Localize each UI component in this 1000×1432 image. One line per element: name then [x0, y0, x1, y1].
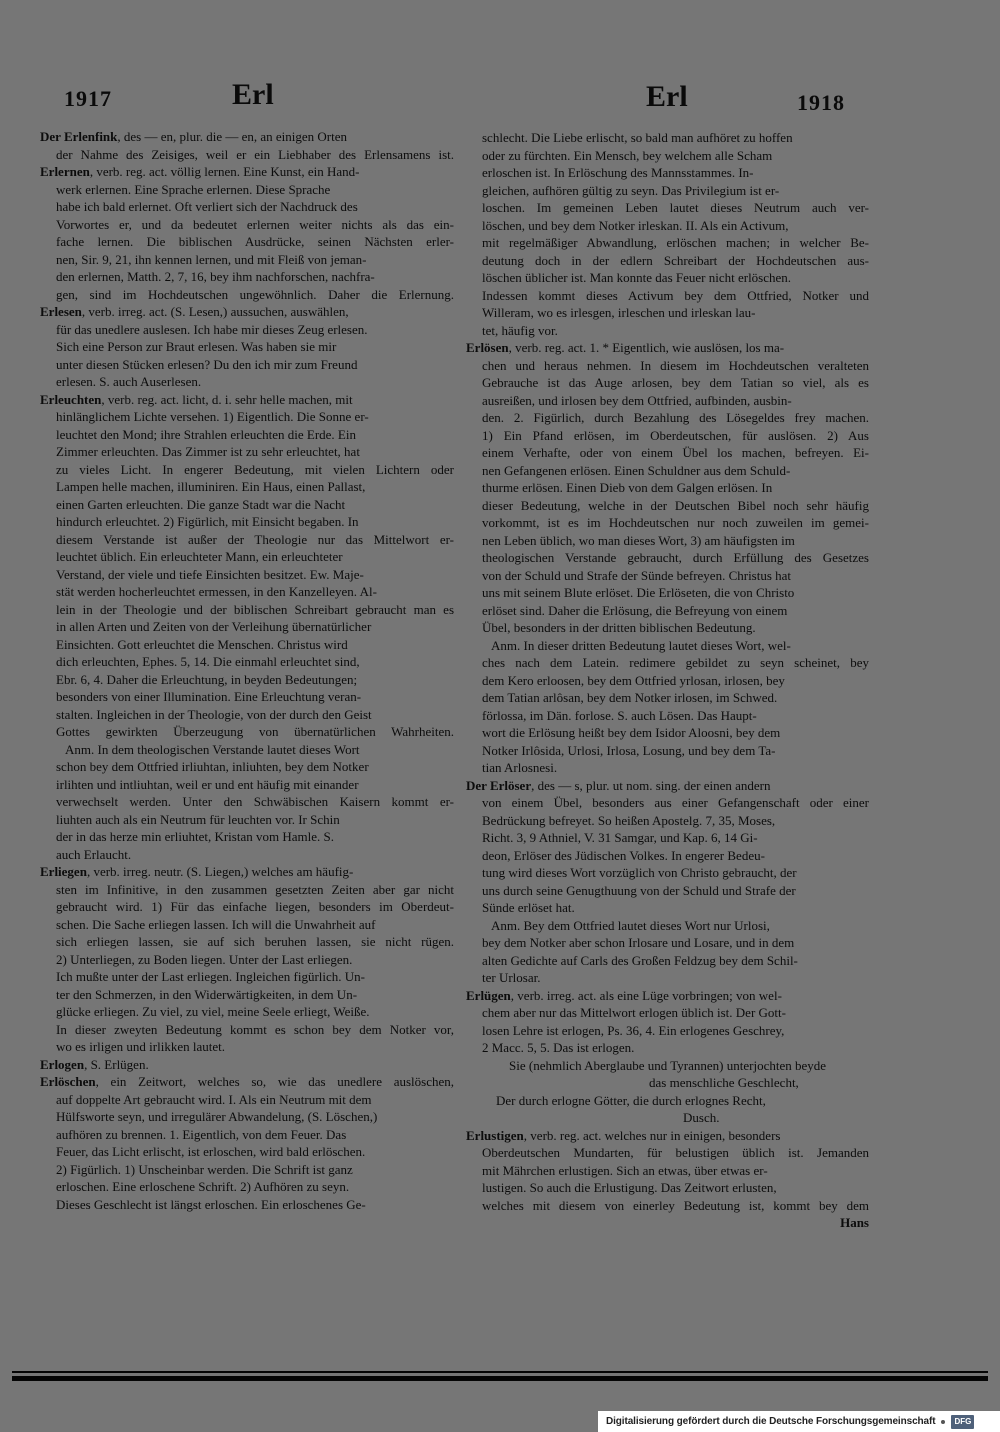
text-line	[466, 1022, 869, 1040]
text-line	[466, 602, 869, 620]
text-line	[466, 584, 869, 602]
headword: Der Erlöser	[466, 777, 532, 793]
text-line	[466, 1109, 869, 1127]
text-line	[466, 392, 869, 410]
text-line-content: Erlösen, verb. reg. act. 1. * Eigentlich, wie auslösen, los ma-	[466, 340, 785, 355]
text-line-content: welches mit diesem von einerley Bedeutung ist, kommt bey dem	[482, 1197, 869, 1213]
text-line-content: aufhören zu brennen. 1. Eigentlich, von dem Feuer. Das	[56, 1126, 347, 1142]
text-line	[40, 758, 454, 776]
text-line-content: ter den Schmerzen, in den Widerwärtigkeiten, in dem Un-	[56, 986, 358, 1002]
text-line-content: nen, Sir. 9, 21, ihn kennen lernen, und mit Fleiß von jeman-	[56, 251, 367, 267]
text-line	[40, 828, 454, 846]
text-line-content: erloschen. Eine erloschene Schrift. 2) Aufhören zu seyn.	[56, 1179, 350, 1194]
text-line-content: ches nach dem Latein. redimere gebildet zu seyn scheinet, bey	[482, 655, 869, 670]
text-line-content: unter diesen Stücken erlesen? Du den ich mir zum Freund	[56, 356, 358, 372]
text-line-content: Feuer, das Licht erlischt, ist erloschen, wird bald erlöschen.	[56, 1144, 366, 1159]
text-line-content: tian Arlosnesi.	[482, 760, 558, 775]
text-line	[466, 637, 869, 655]
text-line	[40, 1003, 454, 1021]
text-line-content: gen, sind im Hochdeutschen ungewöhnlich. Daher die Erlernung.	[56, 286, 454, 302]
text-line-content: mit regelmäßiger Abwandlung, erlöschen machen; in welcher Be-	[482, 235, 869, 250]
text-line-content: vorkommt, ist es im Hochdeutschen nur noch zuweilen im gemei-	[482, 515, 869, 530]
text-line	[466, 952, 869, 970]
text-line-content: für das unedlere auslesen. Ich habe mir dieses Zeug erlesen.	[56, 321, 368, 337]
text-line	[466, 672, 869, 690]
text-line-content: auch Erlaucht.	[56, 846, 132, 862]
text-line-content: Sich eine Person zur Braut erlesen. Was haben sie mir	[56, 339, 337, 354]
text-line-content: ter Urlosar.	[482, 970, 541, 985]
text-line-content: von der Schuld und Strafe der Sünde befreyen. Christus hat	[482, 567, 792, 583]
text-line-content: wo es irligen und irlikken lautet.	[56, 1039, 225, 1054]
text-line-content: Notker Irlôsida, Urlosi, Irlosa, Losung, und bey dem Ta-	[482, 742, 776, 758]
text-line	[466, 934, 869, 952]
text-line-content: uns mit seinem Blute erlöset. Die Erlöseten, die von Christo	[482, 585, 795, 600]
text-line	[40, 1126, 454, 1144]
text-line-content: dem Tatian arlôsan, bey dem Notker irlosen, im Schwed.	[482, 690, 778, 705]
text-line-content: erloschen ist. In Erlöschung des Mannsstammes. In-	[482, 165, 754, 180]
text-line	[466, 724, 869, 742]
text-line-content: Erleuchten, verb. reg. act. licht, d. i. sehr helle machen, mit	[40, 391, 353, 407]
text-line	[40, 601, 454, 619]
text-line	[466, 654, 869, 672]
text-line	[40, 181, 454, 199]
text-line-content: einen Garten erleuchten. Die ganze Stadt war die Nacht	[56, 496, 346, 512]
text-line	[40, 496, 454, 514]
text-line-content: 2 Macc. 5, 5. Das ist erlogen.	[482, 1040, 635, 1055]
text-line	[466, 287, 869, 305]
text-line-content: bey dem Notker aber schon Irlosare und Losare, und in dem	[482, 935, 795, 950]
text-line-content: deon, Erlöser des Jüdischen Volkes. In engerer Bedeu-	[482, 847, 765, 863]
footer-credit: Digitalisierung gefördert durch die Deutsche Forschungsgemeinschaft	[606, 1416, 936, 1427]
text-line-content: mit Mährchen erlustigen. Sich an etwas, über etwas er-	[482, 1162, 768, 1178]
text-line	[40, 513, 454, 531]
text-line-content: oder zu fürchten. Ein Mensch, bey welchem alle Scham	[482, 147, 773, 163]
text-line	[466, 182, 869, 200]
text-line	[40, 373, 454, 391]
text-line	[466, 444, 869, 462]
running-head-left: Erl	[232, 78, 274, 111]
text-line	[40, 1108, 454, 1126]
text-line	[466, 217, 869, 235]
headword: Erlösen	[466, 340, 509, 355]
text-line	[40, 951, 454, 969]
text-line	[466, 829, 869, 847]
text-line-content: Erliegen, verb. irreg. neutr. (S. Liegen,) welches am häufig-	[40, 864, 354, 879]
text-line	[40, 478, 454, 496]
text-line-content: Oberdeutschen Mundarten, für belustigen üblich ist. Jemanden	[482, 1145, 869, 1160]
text-line-content: Sie (nehmlich Aberglaube und Tyrannen) unterjochten beyde	[509, 1057, 827, 1073]
text-line-content: Vorwortes er, und da bedeutet erlernen weiter nichts als das ein-	[56, 216, 454, 232]
text-line	[40, 286, 454, 304]
text-line	[466, 252, 869, 270]
text-line-content: nen Leben üblich, wo man dieses Wort, 3) am häufigsten im	[482, 532, 795, 548]
text-line	[40, 268, 454, 286]
text-line	[40, 688, 454, 706]
text-line	[466, 164, 869, 182]
text-line-content: Indessen kommt dieses Activum bey dem Ottfried, Notker und	[482, 287, 869, 303]
text-line-content: dich erleuchten, Ephes. 5, 14. Die einmahl erleuchtet sind,	[56, 654, 360, 669]
text-line	[40, 776, 454, 794]
text-line-content: schlecht. Die Liebe erlischt, so bald man aufhöret zu hoffen	[482, 130, 793, 145]
text-line	[466, 882, 869, 900]
text-line	[40, 251, 454, 269]
text-line-content: wort die Erlösung heißt bey dem Isidor Aloosni, bey dem	[482, 725, 781, 740]
text-line	[466, 234, 869, 252]
text-line-content: losen Lehre ist erlogen, Ps. 36, 4. Ein erlogenes Geschrey,	[482, 1022, 785, 1038]
text-line	[40, 583, 454, 601]
text-line	[466, 304, 869, 322]
text-line-content: sten im Infinitive, in den zusammen gesetzten Zeiten aber gar nicht	[56, 881, 454, 897]
text-line-content: alten Gedichte auf Carls des Großen Feldzug bey dem Schil-	[482, 952, 798, 968]
text-line-content: förlossa, im Dän. forlose. S. auch Lösen. Das Haupt-	[482, 707, 757, 723]
text-line-content: chem aber nur das Mittelwort erlogen üblich ist. Der Gott-	[482, 1005, 786, 1020]
text-line-content: irlihten und intliuhtan, weil er und ent häufig mit einander	[56, 776, 359, 792]
text-line	[466, 987, 869, 1005]
text-line-content: Der Erlöser, des — s, plur. ut nom. sing. der einen andern	[466, 777, 771, 793]
headword: Der Erlenfink	[40, 129, 118, 144]
text-line	[40, 566, 454, 584]
headword: Erlesen	[40, 304, 82, 319]
text-line-content: schon bey dem Ottfried irliuhtan, inliuhten, bey dem Notker	[56, 759, 369, 774]
text-line	[40, 216, 454, 234]
text-line	[466, 1039, 869, 1057]
headword: Erlöschen	[40, 1074, 96, 1089]
text-column-left	[40, 128, 454, 1213]
text-line-content: Übel, besonders in der dritten biblischen Bedeutung.	[482, 620, 756, 635]
text-line-content: Erlogen, S. Erlügen.	[40, 1056, 149, 1072]
text-line	[40, 1178, 454, 1196]
text-line-content: ausreißen, und irlosen bey dem Ottfried, aufbinden, ausbin-	[482, 392, 792, 408]
text-line-content: von einem Übel, besonders aus einer Gefangenschaft oder einer	[482, 795, 869, 810]
text-line-content: Bedrückung befreyet. So heißen Apostelg. 7, 35, Moses,	[482, 812, 776, 828]
text-line-content: leuchtet den Mond; ihre Strahlen erleuchten die Erde. Ein	[56, 426, 356, 442]
text-line-content: stät werden hocherleuchtet ermessen, in den Kanzelleyen. Al-	[56, 584, 377, 599]
text-line	[466, 759, 869, 777]
text-line-content: löschen, und bey dem Notker irleskan. II. Als ein Activum,	[482, 217, 789, 233]
text-line	[466, 549, 869, 567]
text-line	[40, 338, 454, 356]
text-line-content: Erlesen, verb. irreg. act. (S. Lesen,) aussuchen, auswählen,	[40, 304, 349, 319]
text-line-content: löschen üblicher ist. Man konnte das Feuer nicht erlöschen.	[482, 270, 792, 285]
text-line	[40, 443, 454, 461]
text-line	[466, 707, 869, 725]
text-line-content: gebraucht wird. 1) Für das einfache liegen, besonders im Oberdeut-	[56, 899, 454, 914]
text-line	[466, 847, 869, 865]
text-line-content: Einsichten. Gott erleuchtet die Menschen. Christus wird	[56, 636, 348, 652]
text-line-content: stalten. Ingleichen in der Theologie, von der durch den Geist	[56, 706, 372, 722]
text-line-content: In dieser zweyten Bedeutung kommt es schon bey dem Notker vor,	[56, 1021, 454, 1037]
text-line	[466, 1144, 869, 1162]
text-line-content: Erlernen, verb. reg. act. völlig lernen. Eine Kunst, ein Hand-	[40, 164, 360, 179]
text-line	[466, 462, 869, 480]
text-line	[466, 1127, 869, 1145]
text-line	[466, 1074, 869, 1092]
text-line	[40, 408, 454, 426]
text-line	[466, 689, 869, 707]
text-line	[466, 567, 869, 585]
text-line	[466, 1162, 869, 1180]
text-column-right	[466, 129, 869, 1214]
text-line	[40, 233, 454, 251]
text-line	[40, 741, 454, 759]
text-line	[466, 619, 869, 637]
text-line	[466, 742, 869, 760]
text-line-content: werk erlernen. Eine Sprache erlernen. Diese Sprache	[56, 181, 331, 197]
text-line-content: Anm. In dieser dritten Bedeutung lautet dieses Wort, wel-	[491, 637, 791, 653]
text-line	[466, 1004, 869, 1022]
text-line	[466, 514, 869, 532]
text-line-content: Verstand, der viele und tiefe Einsichten besitzet. Ew. Maje-	[56, 566, 364, 582]
text-line	[466, 409, 869, 427]
text-line-content: fache lernen. Die biblischen Ausdrücke, seinen Nächsten erler-	[56, 234, 454, 249]
text-line-content: erlesen. S. auch Auserlesen.	[56, 374, 202, 389]
text-line-content: leuchtet üblich. Ein erleuchteter Mann, ein erleuchteter	[56, 549, 343, 564]
text-line	[40, 1056, 454, 1074]
text-line-content: habe ich bald erlernet. Oft verliert sich der Nachdruck des	[56, 199, 358, 214]
text-line-content: einem Verhafte, oder von einem Übel los machen, befreyen. Ei-	[482, 445, 869, 460]
text-line	[40, 1161, 454, 1179]
text-line-content: Der durch erlogne Götter, die durch erlognes Recht,	[496, 1092, 766, 1108]
catchword: Hans	[840, 1215, 869, 1230]
text-line	[466, 374, 869, 392]
text-line	[466, 199, 869, 217]
text-line	[466, 1092, 869, 1110]
text-line-content: schen. Die Sache erliegen lassen. Ich will die Unwahrheit auf	[56, 916, 376, 932]
text-line	[40, 128, 454, 146]
text-line	[40, 461, 454, 479]
text-line	[40, 706, 454, 724]
text-line-content: Gebrauche ist das Auge arlosen, bey dem Tatian so viel, als es	[482, 375, 869, 390]
bottom-rule-thin	[12, 1371, 988, 1373]
text-line	[40, 933, 454, 951]
text-line-content: loschen. Im gemeinen Leben lautet dieses Neutrum auch ver-	[482, 200, 869, 215]
text-line	[466, 147, 869, 165]
text-line-content: der in das herze min erliuhtet, Kristan vom Hamle. S.	[56, 829, 334, 844]
text-line	[466, 812, 869, 830]
text-line	[40, 1196, 454, 1214]
text-line-content: lein in der Theologie und der biblischen Schreibart gebraucht man es	[56, 601, 454, 617]
text-line-content: glücke erliegen. Zu viel, zu viel, meine Seele erliegt, Weiße.	[56, 1004, 370, 1019]
text-line	[466, 339, 869, 357]
text-line-content: Ich mußte unter der Last erliegen. Ingleichen figürlich. Un-	[56, 969, 365, 984]
text-line	[40, 653, 454, 671]
text-line	[466, 864, 869, 882]
text-line	[466, 1057, 869, 1075]
text-line-content: liuhten auch als ein Neutrum für leuchten vor. Ir Schin	[56, 811, 340, 827]
text-line	[40, 1038, 454, 1056]
text-line-content: dem Kero erloosen, bey dem Ottfried yrlosan, irlosen, bey	[482, 672, 785, 688]
text-line	[40, 636, 454, 654]
text-line	[40, 618, 454, 636]
text-line-content: erlöset sind. Daher die Erlösung, die Befreyung von einem	[482, 602, 788, 618]
text-line-content: Zimmer erleuchten. Das Zimmer ist zu sehr erleuchtet, hat	[56, 444, 360, 459]
text-line-content: Willeram, wo es irlesgen, irleschen und irleskan lau-	[482, 305, 756, 320]
text-line	[466, 129, 869, 147]
text-line	[40, 391, 454, 409]
text-line	[40, 916, 454, 934]
text-line	[40, 1073, 454, 1091]
text-line	[466, 269, 869, 287]
text-line-content: 2) Unterliegen, zu Boden liegen. Unter der Last erliegen.	[56, 951, 353, 967]
text-line	[466, 917, 869, 935]
text-line-content: 2) Figürlich. 1) Unscheinbar werden. Die Schrift ist ganz	[56, 1161, 353, 1177]
text-line	[40, 846, 454, 864]
text-line	[40, 968, 454, 986]
text-line-content: das menschliche Geschlecht,	[649, 1075, 799, 1090]
headword: Erleuchten	[40, 391, 102, 407]
text-line	[466, 899, 869, 917]
text-line-content: in allen Arten und Zeiten von der Verleihung übernatürlicher	[56, 619, 372, 634]
text-line	[466, 357, 869, 375]
headword: Erlügen	[466, 987, 511, 1003]
text-line-content: diesem Verstande ist außer der Theologie nur das Mittelwort er-	[56, 531, 454, 547]
headword: Erlustigen	[466, 1127, 524, 1143]
text-line-content: den erlernen, Matth. 2, 7, 16, bey ihm nachforschen, nachfra-	[56, 269, 375, 284]
text-line	[40, 548, 454, 566]
text-line-content: der Nahme des Zeisiges, weil er ein Liebhaber des Erlensamens ist.	[56, 146, 454, 162]
text-line	[40, 303, 454, 321]
bottom-rule-thick	[12, 1376, 988, 1381]
text-line-content: lustigen. So auch die Erlustigung. Das Zeitwort erlusten,	[482, 1180, 777, 1195]
text-line	[40, 356, 454, 374]
headword: Erlernen	[40, 164, 90, 179]
text-line	[40, 863, 454, 881]
text-line	[40, 671, 454, 689]
text-line-content: nen Gefangenen erlösen. Einen Schuldner aus dem Schuld-	[482, 462, 791, 478]
text-line-content: auf doppelte Art gebraucht wird. I. Als ein Neutrum mit dem	[56, 1091, 372, 1107]
text-line	[466, 794, 869, 812]
text-line	[40, 198, 454, 216]
text-line	[466, 1179, 869, 1197]
digitization-footer	[598, 1411, 1000, 1432]
text-line	[40, 1021, 454, 1039]
text-line-content: Anm. Bey dem Ottfried lautet dieses Wort nur Urlosi,	[491, 917, 770, 933]
page-number-left: 1917	[64, 86, 112, 111]
text-line	[40, 811, 454, 829]
text-line	[466, 322, 869, 340]
text-line-content: chen und heraus nehmen. In diesem im Hochdeutschen veralteten	[482, 357, 869, 373]
text-line-content: Der Erlenfink, des — en, plur. die — en, an einigen Orten	[40, 129, 348, 144]
text-line-content: Erlügen, verb. irreg. act. als eine Lüge vorbringen; von wel-	[466, 987, 782, 1003]
text-line-content: Sünde erlöset hat.	[482, 900, 575, 915]
page-number-right: 1918	[797, 90, 845, 115]
text-line	[40, 793, 454, 811]
text-line	[40, 881, 454, 899]
text-line	[40, 531, 454, 549]
text-line-content: dieser Bedeutung, welche in der Deutschen Bibel noch sehr häufig	[482, 497, 869, 513]
text-line-content: Gottes gewirkten Überzeugung von übernatürlichen Wahrheiten.	[56, 724, 454, 739]
text-line	[40, 898, 454, 916]
text-line	[40, 163, 454, 181]
headword: Erlogen	[40, 1056, 85, 1072]
running-head-right: Erl	[646, 80, 688, 113]
text-line-content: Richt. 3, 9 Athniel, V. 31 Samgar, und Kap. 6, 14 Gi-	[482, 830, 758, 845]
dfg-logo: DFG	[951, 1415, 974, 1429]
text-line-content: hindurch erleuchtet. 2) Figürlich, mit Einsicht begaben. In	[56, 514, 359, 529]
text-line-content: Lampen helle machen, illuminiren. Ein Haus, einen Pallast,	[56, 479, 366, 494]
text-line-content: Dusch.	[683, 1110, 720, 1125]
text-line	[40, 723, 454, 741]
text-line-content: 1) Ein Pfand erlösen, im Oberdeutschen, für auslösen. 2) Aus	[482, 427, 869, 443]
text-line-content: den. 2. Figürlich, durch Bezahlung des Lösegeldes frey machen.	[482, 410, 869, 425]
text-line	[466, 969, 869, 987]
text-line-content: besonders von einer Illumination. Eine Erleuchtung veran-	[56, 689, 362, 704]
text-line	[466, 497, 869, 515]
text-line	[466, 777, 869, 795]
text-line	[466, 479, 869, 497]
headword: Erliegen	[40, 864, 87, 879]
text-line-content: theologischen Verstande gebraucht, durch Erfüllung des Gesetzes	[482, 550, 869, 565]
text-line	[40, 426, 454, 444]
text-line-content: tet, häufig vor.	[482, 322, 558, 338]
text-line-content: gleichen, aufhören gültig zu seyn. Das Privilegium ist er-	[482, 182, 780, 198]
text-line-content: Hülfsworte seyn, und irregulärer Abwandelung, (S. Löschen,)	[56, 1109, 378, 1124]
text-line	[466, 427, 869, 445]
text-line	[40, 321, 454, 339]
text-line	[466, 1197, 869, 1215]
text-line	[40, 146, 454, 164]
text-line	[40, 1091, 454, 1109]
text-line-content: sich erliegen lassen, sie auf sich beruhen lassen, sie nicht rügen.	[56, 934, 454, 949]
text-line-content: tung wird dieses Wort vorzüglich von Christo gebraucht, der	[482, 865, 797, 880]
text-line-content: thurme erlösen. Einen Dieb von dem Galgen erlösen. In	[482, 480, 773, 495]
text-line-content: deutung doch in der edlern Schreibart der Hochdeutschen aus-	[482, 252, 869, 268]
text-line-content: Erlöschen, ein Zeitwort, welches so, wie das unedlere auslöschen,	[40, 1074, 454, 1089]
text-line-content: Dieses Geschlecht ist längst erloschen. Ein erloschenes Ge-	[56, 1196, 366, 1212]
text-line-content: verwechselt werden. Unter den Schwäbischen Kaisern kommt er-	[56, 794, 454, 809]
text-line-content: Ebr. 6, 4. Daher die Erleuchtung, in beyden Bedeutungen;	[56, 671, 358, 687]
text-line-content: uns durch seine Genugthuung von der Schuld und Strafe der	[482, 882, 796, 898]
separator-dot-icon	[941, 1420, 945, 1424]
text-line-content: zu vieles Licht. In engerer Bedeutung, mit vielen Lichtern oder	[56, 461, 454, 477]
text-line-content: Erlustigen, verb. reg. act. welches nur in einigen, besonders	[466, 1127, 781, 1143]
text-line-content: hinlänglichem Lichte versehen. 1) Eigentlich. Die Sonne er-	[56, 409, 369, 424]
text-line	[40, 1143, 454, 1161]
text-line	[40, 986, 454, 1004]
text-line	[466, 532, 869, 550]
text-line-content: Anm. In dem theologischen Verstande lautet dieses Wort	[65, 741, 360, 757]
